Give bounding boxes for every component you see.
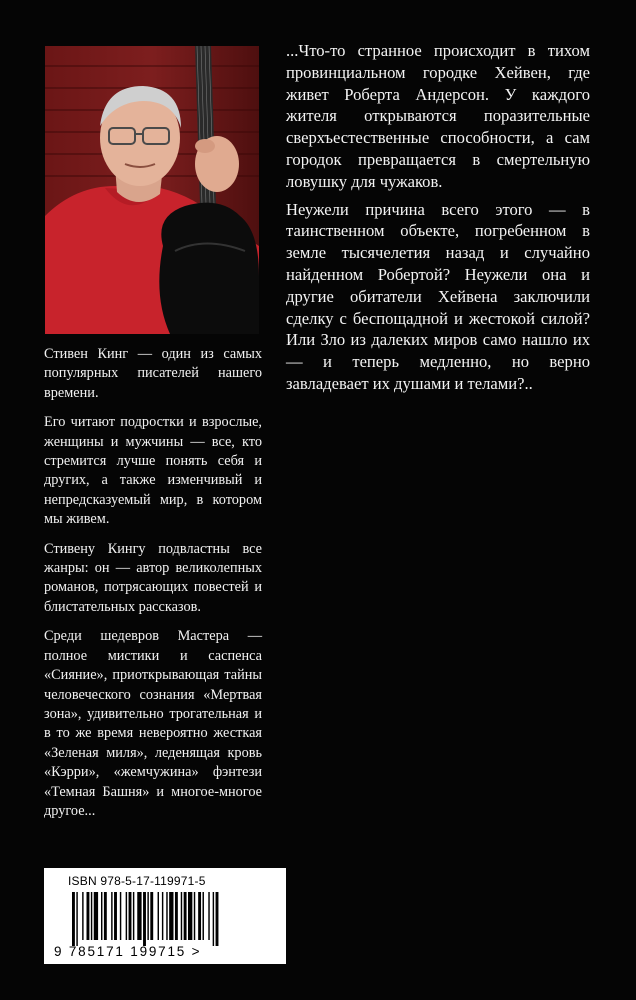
barcode-bars (72, 892, 262, 946)
author-bio (44, 345, 262, 831)
barcode (44, 868, 286, 964)
bio-paragraph: Среди шедевров Мастера — полное мистики и саспенса «Сияние», приоткрывающая тайны человеческого сознания «Мертвая зона», удивительно трогательная и в то же время невероятно жесткая «Зеленая миля», леденящая кровь «Кэрри», «жемчужина» фэнтези «Темная Башня» и многое-многое другое... (44, 628, 262, 819)
bio-paragraph: Его читают подростки и взрослые, женщины и мужчины — все, кто стремится лучше понять себя и других, а также изменчивый и непредсказуемый мир, в котором мы живем. (44, 414, 262, 528)
blurb-paragraph: Неужели причина всего этого — в таинственном объекте, погребенном в земле тысячелетия назад и случайно найденном Робертой? Неужели она и другие обитатели Хейвена заключили сделку с беспощадной и жестокой силой? Или Зло из далеких миров само нашло их — и теперь медленно, но верно завладевает их душами и телами?.. (286, 199, 590, 393)
book-blurb (286, 40, 590, 401)
blurb-paragraph: ...Что-то странное происходит в тихом провинциальном городке Хейвен, где живет Роберта Андерсон. У каждого жителя открываются поразительные сверхъестественные способности, а сам городок превращается в смертельную ловушку для чужаков. (286, 41, 590, 191)
bio-paragraph: Стивену Кингу подвластны все жанры: он — автор великолепных романов, потрясающих повестей и блистательных рассказов. (44, 540, 262, 615)
author-photo (45, 46, 259, 334)
bio-paragraph: Стивен Кинг — один из самых популярных писателей нашего времени. (44, 346, 262, 401)
isbn-label: ISBN 978-5-17-119971-5 (68, 874, 206, 888)
barcode-digits: 9 785171 199715 > (54, 944, 202, 959)
